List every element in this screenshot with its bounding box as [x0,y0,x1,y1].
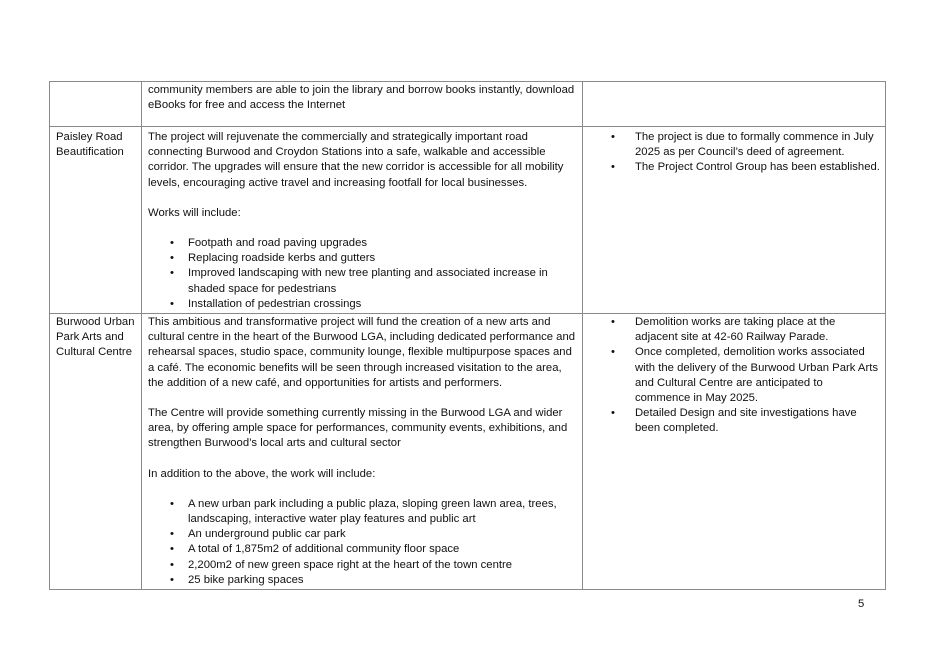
projects-table [49,81,886,590]
list-item: • The Project Control Group has been established. [611,160,880,175]
status-cell [583,314,886,590]
status-list [611,315,880,437]
list-item: • Replacing roadside kerbs and gutters [170,251,577,266]
status-list [611,130,880,176]
list-item: • A new urban park including a public plaza, sloping green lawn area, trees, landscaping, interactive water play features and public art [170,497,577,527]
list-item: • 2,200m2 of new green space right at the heart of the town centre [170,558,577,573]
description-paragraph: community members are able to join the library and borrow books instantly, download eBooks for free and access the Internet [148,84,575,112]
table-row [50,82,886,127]
description-paragraph: This ambitious and transformative project will fund the creation of a new arts and cultural centre in the heart of the Burwood LGA, including dedicated performance and rehearsal spaces, studio space, community lounge, flexible multipurpose spaces and a café. The economic benefits will be seen through increased visitation to the area, the addition of a new café, and opportunities for artists and performers. [148,316,576,389]
list-item: • Once completed, demolition works associated with the delivery of the Burwood Urban Park Arts and Cultural Centre are anticipated to commence in May 2025. [611,345,880,406]
list-item: • The project is due to formally commence in July 2025 as per Council’s deed of agreement. [611,130,880,160]
list-item: • 25 bike parking spaces [170,573,577,588]
page-number: 5 [858,598,865,610]
description-paragraph: The Centre will provide something currently missing in the Burwood LGA and wider area, by offering ample space for performances, community events, exhibitions, and strengthen Burwood’s local arts and cultural sector [148,407,568,450]
list-item: • Installation of pedestrian crossings [170,297,577,312]
project-name: Paisley Road Beautification [56,131,124,159]
project-name-cell [50,314,142,590]
project-name-cell [50,127,142,314]
list-item: • Demolition works are taking place at the adjacent site at 42-60 Railway Parade. [611,315,880,345]
list-item: • A total of 1,875m2 of additional community floor space [170,542,577,557]
description-cell [142,314,583,590]
list-item: • Improved landscaping with new tree planting and associated increase in shaded space for pedestrians [170,266,577,296]
description-cell [142,82,583,127]
table-row [50,127,886,314]
list-item: • An underground public car park [170,527,577,542]
status-cell [583,127,886,314]
status-cell [583,82,886,127]
description-cell [142,127,583,314]
description-paragraph: The project will rejuvenate the commercially and strategically important road connecting Burwood and Croydon Stations into a safe, walkable and accessible corridor. The upgrades will ensure that the new corridor is accessible for all mobility levels, encouraging active travel and increasing footfall for local businesses. [148,131,564,189]
works-list [170,236,577,312]
works-intro: In addition to the above, the work will include: [148,467,376,480]
project-name: Burwood Urban Park Arts and Cultural Centre [56,316,135,359]
project-name-cell [50,82,142,127]
works-intro: Works will include: [148,206,241,219]
list-item: • Detailed Design and site investigations have been completed. [611,406,880,436]
works-list [170,497,577,588]
list-item: • Footpath and road paving upgrades [170,236,577,251]
table-row [50,314,886,590]
